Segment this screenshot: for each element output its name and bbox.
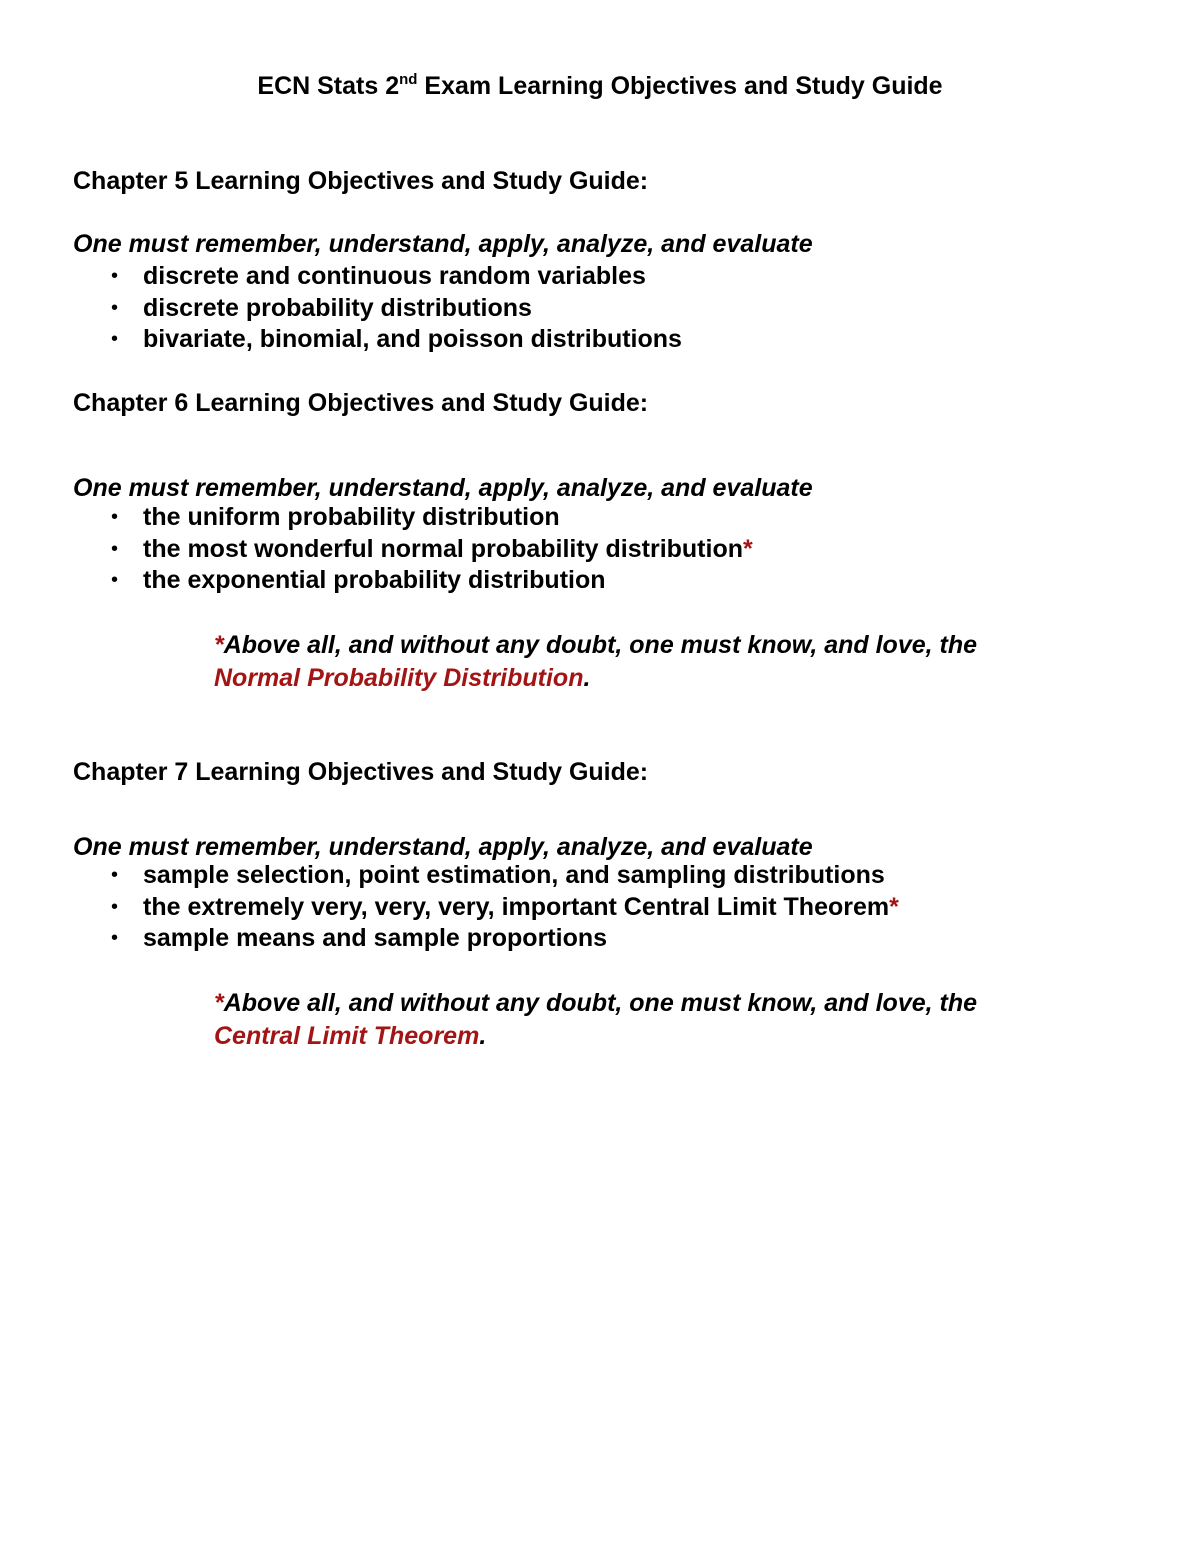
bullet-icon: •	[111, 328, 119, 350]
note-line-2	[214, 662, 977, 695]
chapter-6-note	[214, 629, 977, 695]
star-marker-icon: *	[214, 989, 224, 1017]
list-item-text: sample means and sample proportions	[143, 924, 608, 952]
title-main: ECN Stats 2	[257, 72, 400, 100]
bullet-icon: •	[111, 265, 119, 287]
note-line-1	[214, 629, 977, 662]
list-item-text: sample selection, point estimation, and sampling distributions	[143, 861, 885, 889]
star-marker-icon: *	[743, 534, 753, 563]
list-item-text	[143, 892, 899, 924]
chapter-7-note	[214, 987, 977, 1053]
title-superscript: nd	[399, 71, 418, 88]
star-marker-icon: *	[214, 631, 224, 659]
bullet-icon: •	[111, 537, 119, 560]
list-item-text: discrete and continuous random variables	[143, 262, 646, 290]
list-item-text: the uniform probability distribution	[143, 503, 560, 531]
bullet-icon: •	[111, 895, 119, 918]
note-line-2	[214, 1020, 977, 1053]
document-title	[0, 72, 1200, 101]
list-item-text: the exponential probability distribution	[143, 566, 606, 594]
note-highlight: Central Limit Theorem	[214, 1022, 480, 1050]
bullet-icon: •	[111, 296, 119, 319]
note-end: .	[583, 664, 591, 692]
title-rest: Exam Learning Objectives and Study Guide	[417, 72, 943, 100]
bullet-icon: •	[111, 506, 119, 528]
note-text: Above all, and without any doubt, one must know, and love, the	[223, 631, 978, 659]
bullet-icon: •	[111, 864, 119, 886]
list-item-text: discrete probability distributions	[143, 293, 532, 322]
bullet-icon: •	[111, 569, 119, 591]
chapter-6-heading: Chapter 6 Learning Objectives and Study Guide:	[73, 389, 649, 417]
chapter-6-intro: One must remember, understand, apply, analyze, and evaluate	[73, 474, 813, 502]
star-marker-icon: *	[889, 892, 899, 921]
chapter-7-heading: Chapter 7 Learning Objectives and Study Guide:	[73, 758, 649, 786]
chapter-5-intro: One must remember, understand, apply, analyze, and evaluate	[73, 230, 813, 258]
list-item-label: the extremely very, very, very, important Central Limit Theorem	[143, 892, 890, 921]
note-end: .	[479, 1022, 487, 1050]
note-highlight: Normal Probability Distribution	[214, 664, 584, 692]
list-item-label: the most wonderful normal probability distribution	[143, 534, 743, 563]
list-item-text	[143, 534, 753, 566]
chapter-5-heading: Chapter 5 Learning Objectives and Study Guide:	[73, 167, 649, 195]
bullet-icon: •	[111, 927, 119, 949]
list-item-text: bivariate, binomial, and poisson distributions	[143, 325, 682, 353]
chapter-7-intro: One must remember, understand, apply, analyze, and evaluate	[73, 833, 813, 861]
note-line-1	[214, 987, 977, 1020]
note-text: Above all, and without any doubt, one must know, and love, the	[223, 989, 978, 1017]
